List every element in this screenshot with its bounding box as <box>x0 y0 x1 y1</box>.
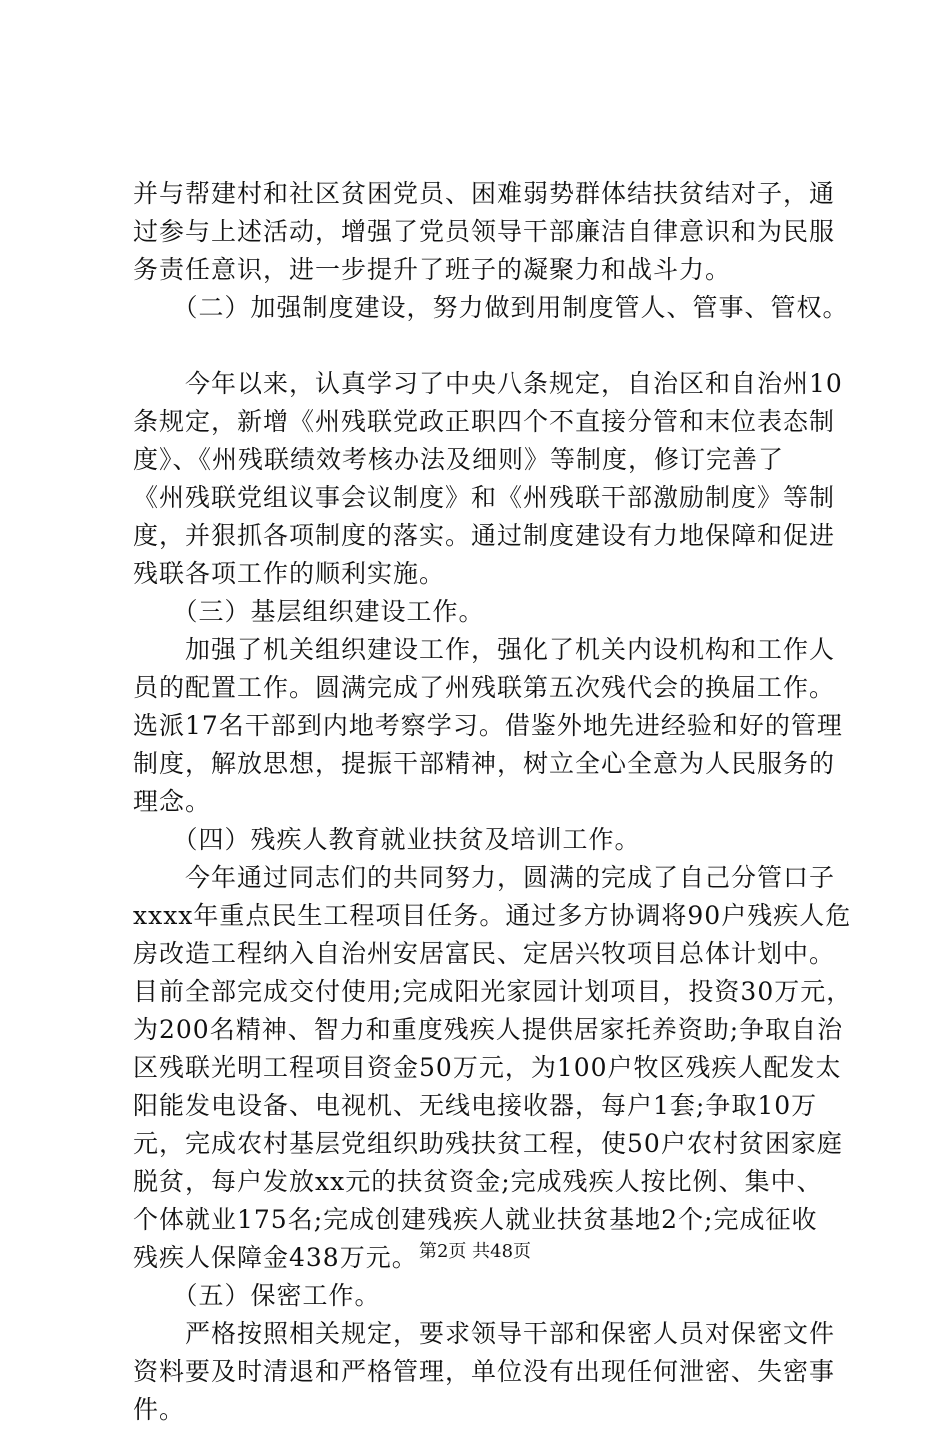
text-line: 过参与上述活动，增强了党员领导干部廉洁自律意识和为民服 <box>133 217 836 246</box>
text-line: （四）残疾人教育就业扶贫及培训工作。 <box>133 825 641 854</box>
text-line: 元，完成农村基层党组织助残扶贫工程，使50户农村贫困家庭 <box>133 1129 843 1158</box>
text-line: 脱贫，每户发放xx元的扶贫资金;完成残疾人按比例、集中、 <box>133 1167 823 1196</box>
text-line: 并与帮建村和社区贫困党员、困难弱势群体结扶贫结对子，通 <box>133 179 836 208</box>
text-line: 资料要及时清退和严格管理，单位没有出现任何泄密、失密事 <box>133 1357 836 1386</box>
text-line: 阳能发电设备、电视机、无线电接收器，每户1套;争取10万 <box>133 1091 818 1120</box>
text-line: 目前全部完成交付使用;完成阳光家园计划项目，投资30万元， <box>133 977 853 1006</box>
text-line: 区残联光明工程项目资金50万元，为100户牧区残疾人配发太 <box>133 1053 842 1082</box>
text-line: 员的配置工作。圆满完成了州残联第五次残代会的换届工作。 <box>133 673 836 702</box>
text-line: 《州残联党组议事会议制度》和《州残联干部激励制度》等制 <box>133 483 836 512</box>
text-line: 今年通过同志们的共同努力，圆满的完成了自己分管口子 <box>133 863 836 892</box>
text-line: 残疾人保障金438万元。 <box>133 1243 418 1272</box>
text-line: 选派17名干部到内地考察学习。借鉴外地先进经验和好的管理 <box>133 711 843 740</box>
text-line: 加强了机关组织建设工作，强化了机关内设机构和工作人 <box>133 635 836 664</box>
text-line: （五）保密工作。 <box>133 1281 381 1310</box>
text-line: 严格按照相关规定，要求领导干部和保密人员对保密文件 <box>133 1319 836 1348</box>
text-line: 务责任意识，进一步提升了班子的凝聚力和战斗力。 <box>133 255 732 284</box>
text-line: 件。 <box>133 1395 186 1424</box>
text-line: 个体就业175名;完成创建残疾人就业扶贫基地2个;完成征收 <box>133 1205 818 1234</box>
text-line: 度》、《州残联绩效考核办法及细则》等制度，修订完善了 <box>133 445 785 474</box>
text-line: 度，并狠抓各项制度的落实。通过制度建设有力地保障和促进 <box>133 521 836 550</box>
text-line: 为200名精神、智力和重度残疾人提供居家托养资助;争取自治 <box>133 1015 844 1044</box>
page-footer: 第2页 共48页 <box>418 1241 532 1262</box>
text-line: （二）加强制度建设，努力做到用制度管人、管事、管权。 <box>133 293 849 322</box>
blank-line <box>133 327 833 365</box>
text-line: 今年以来，认真学习了中央八条规定，自治区和自治州10 <box>133 369 843 398</box>
text-line: 理念。 <box>133 787 212 816</box>
text-line: 残联各项工作的顺利实施。 <box>133 559 446 588</box>
text-line: 条规定，新增《州残联党政正职四个不直接分管和末位表态制 <box>133 407 836 436</box>
text-line: xxxx年重点民生工程项目任务。通过多方协调将90户残疾人危 <box>133 901 852 930</box>
text-line: 制度，解放思想，提振干部精神，树立全心全意为人民服务的 <box>133 749 836 778</box>
text-line: （三）基层组织建设工作。 <box>133 597 485 626</box>
text-line: 房改造工程纳入自治州安居富民、定居兴牧项目总体计划中。 <box>133 939 836 968</box>
